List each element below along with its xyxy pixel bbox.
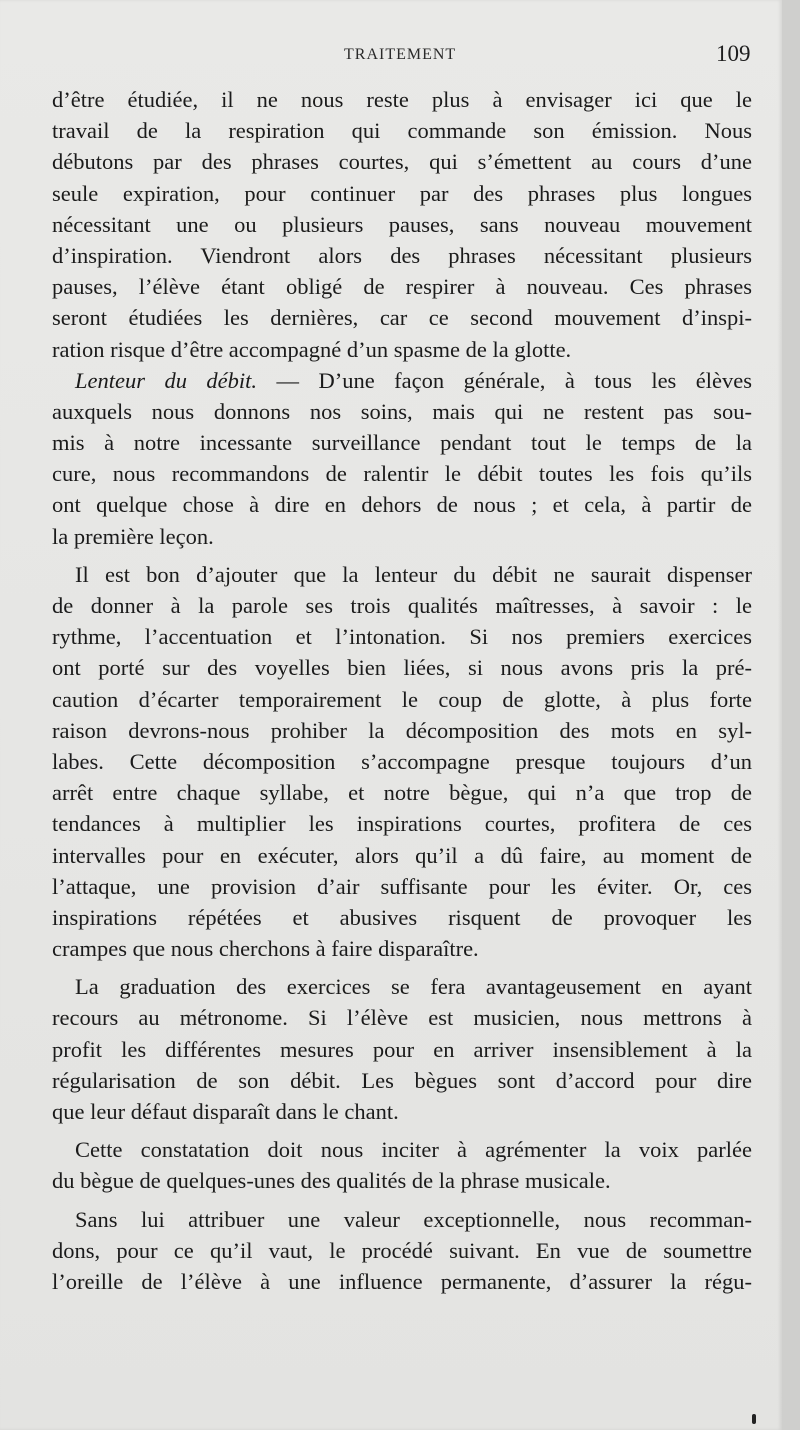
text-line: cure, nous recommandons de ralentir le débit toutes les fois qu’ils [52,461,752,487]
text-line: la première leçon. [52,523,214,549]
paragraph [52,365,752,552]
text-line: dons, pour ce qu’il vaut, le procédé suivant. En vue de soumettre [52,1237,752,1263]
page-header [0,40,782,70]
text-line: du bègue de quelques-unes des qualités de la phrase musicale. [52,1168,611,1194]
paragraph [52,971,752,1127]
text-line: d’être étudiée, il ne nous reste plus à envisager ici que le [52,87,752,112]
text-line: crampes que nous cherchons à faire disparaître. [52,936,479,962]
text-line: régularisation de son débit. Les bègues sont d’accord pour dire [52,1067,752,1093]
text-line: recours au métronome. Si l’élève est musicien, nous mettrons à [52,1005,752,1031]
text-line: ration risque d’être accompagné d’un spasme de la glotte. [52,336,572,362]
text-line: La graduation des exercices se fera avantageusement en ayant [75,974,752,1000]
text-line: pauses, l’élève étant obligé de respirer à nouveau. Ces phrases [52,274,752,300]
paragraph [52,559,752,964]
text-line: l’attaque, une provision d’air suffisante pour les éviter. Or, ces [52,873,752,899]
text-fragment: — D’une façon générale, à tous les élèves [257,367,752,393]
text-line: ont porté sur des voyelles bien liées, si nous avons pris la pré- [52,655,752,681]
text-line: raison devrons-nous prohiber la décomposition des mots en syl- [52,717,752,743]
text-line: que leur défaut disparaît dans le chant. [52,1099,399,1124]
page-edge [782,0,800,1430]
text-line: de donner à la parole ses trois qualités maîtresses, à savoir : le [52,593,752,618]
text-line: Sans lui attribuer une valeur exceptionnelle, nous recomman- [75,1206,752,1232]
paragraph [52,84,752,365]
text-line: ont quelque chose à dire en dehors de nous ; et cela, à partir de [52,492,752,518]
running-head: TRAITEMENT [344,46,457,63]
text-line: mis à notre incessante surveillance pendant tout le temps de la [52,430,752,456]
text-line: profit les différentes mesures pour en arriver insensiblement à la [52,1036,752,1062]
page-number: 109 [716,41,751,66]
text-line: seront étudiées les dernières, car ce second mouvement d’inspi- [52,305,752,331]
paragraph [52,1134,752,1196]
text-line: arrêt entre chaque syllabe, et notre bègue, qui n’a que trop de [52,780,752,806]
text-line: tendances à multiplier les inspirations courtes, profitera de ces [52,811,752,837]
text-line: caution d’écarter temporairement le coup de glotte, à plus forte [52,686,752,712]
section-heading: Lenteur du débit. [75,367,258,393]
text-line: intervalles pour en exécuter, alors qu’il a dû faire, au moment de [52,842,752,868]
text-line: Cette constatation doit nous inciter à agrémenter la voix parlée [75,1137,752,1163]
text-line [52,365,752,396]
text-line: labes. Cette décomposition s’accompagne presque toujours d’un [52,748,752,774]
text-line: auxquels nous donnons nos soins, mais qui ne restent pas sou- [52,398,752,424]
paragraph [52,1204,752,1298]
ink-mark [752,1414,756,1424]
text-line: d’inspiration. Viendront alors des phrases nécessitant plusieurs [52,242,752,268]
text-line: l’oreille de l’élève à une influence permanente, d’assurer la régu- [52,1268,752,1294]
text-line: rythme, l’accentuation et l’intonation. Si nos premiers exercices [52,624,752,650]
text-line: travail de la respiration qui commande son émission. Nous [52,118,752,144]
text-line: nécessitant une ou plusieurs pauses, sans nouveau mouvement [52,211,752,237]
text-line: inspirations répétées et abusives risquent de provoquer les [52,904,752,930]
text-line: débutons par des phrases courtes, qui s’émettent au cours d’une [52,149,752,175]
body-text [52,84,752,1297]
text-line: seule expiration, pour continuer par des phrases plus longues [52,180,752,206]
text-line: Il est bon d’ajouter que la lenteur du débit ne saurait dispenser [75,561,752,587]
